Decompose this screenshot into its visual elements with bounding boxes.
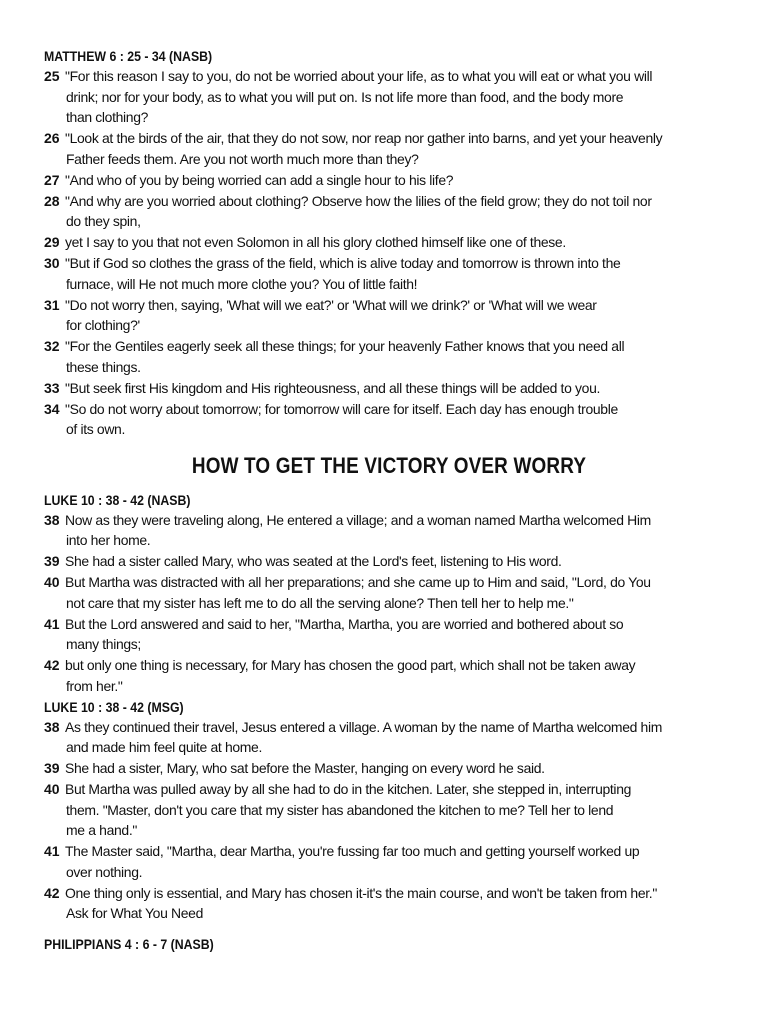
section-luke-10-nasb	[44, 490, 734, 697]
verse-text-line: "And who of you by being worried can add a single hour to his life?	[65, 171, 454, 188]
verse-text-line: As they continued their travel, Jesus entered a village. A woman by the name of Martha welcomed him	[65, 718, 663, 735]
verse-text-line: "Do not worry then, saying, 'What will we eat?' or 'What will we drink?' or 'What will we wear	[65, 296, 597, 313]
verse-number: 39	[44, 553, 60, 569]
verse-text-line: "But seek first His kingdom and His righteousness, and all these things will be added to you.	[65, 379, 601, 396]
verse-text-line: from her."	[65, 677, 123, 694]
verse	[44, 758, 734, 779]
verse-text-line: "But if God so clothes the grass of the field, which is alive today and tomorrow is thrown into the	[65, 255, 621, 271]
verse-number: 33	[44, 379, 60, 396]
verse-text-line: "And why are you worried about clothing? Observe how the lilies of the field grow; they do not toil nor	[65, 192, 652, 209]
verse	[44, 378, 734, 399]
verse-text-line: drink; nor for your body, as to what you will put on. Is not life more than food, and the body more	[65, 88, 624, 105]
section-philippians-4	[44, 934, 734, 954]
verse	[44, 572, 734, 613]
verse-text-line: do they spin,	[65, 213, 141, 229]
verse-number: 32	[44, 338, 60, 354]
verse-number: 40	[44, 781, 60, 797]
verse-text-line: many things;	[65, 636, 141, 652]
verse	[44, 841, 734, 882]
verse-text-line: furnace, will He not much more clothe you? You of little faith!	[65, 275, 418, 292]
section-matthew-6	[44, 46, 734, 440]
verse-number: 41	[44, 615, 60, 632]
verse-number: 41	[44, 843, 60, 859]
verse-text-line: She had a sister, Mary, who sat before the Master, hanging on every word he said.	[65, 760, 545, 776]
verse	[44, 779, 734, 841]
scripture-reference: LUKE 10 : 38 - 42 (MSG)	[44, 698, 184, 715]
scripture-reference: MATTHEW 6 : 25 - 34 (NASB)	[44, 48, 213, 64]
verse-text-line: Father feeds them. Are you not worth much more than they?	[65, 150, 419, 167]
verse-text-line: The Master said, "Martha, dear Martha, you're fussing far too much and getting yourself worked up	[65, 843, 640, 859]
verse	[44, 336, 734, 377]
verse	[44, 399, 734, 440]
verse-text-line: But Martha was distracted with all her preparations; and she came up to Him and said, "Lord, do You	[65, 574, 651, 590]
scripture-reference: LUKE 10 : 38 - 42 (NASB)	[44, 491, 191, 508]
verse	[44, 510, 734, 551]
verse-text-line: for clothing?'	[65, 317, 140, 333]
verse-text-line: She had a sister called Mary, who was seated at the Lord's feet, listening to His word.	[65, 553, 562, 569]
verse	[44, 66, 734, 128]
verse	[44, 170, 734, 191]
section-heading: HOW TO GET THE VICTORY OVER WORRY	[191, 452, 587, 478]
verse-number: 38	[44, 718, 60, 735]
verse-text-line: Now as they were traveling along, He entered a village; and a woman named Martha welcomed Him	[65, 511, 651, 528]
verse-text-line: "So do not worry about tomorrow; for tomorrow will care for itself. Each day has enough trouble	[65, 400, 618, 417]
verse-text-line: these things.	[65, 358, 141, 375]
verse-text-line: "For the Gentiles eagerly seek all these things; for your heavenly Father knows that you need all	[65, 338, 625, 354]
verse-text-line: over nothing.	[65, 863, 143, 880]
verse-text-line: But the Lord answered and said to her, "Martha, Martha, you are worried and bothered about so	[65, 615, 624, 632]
verse-text-line: of its own.	[65, 421, 126, 437]
verse-number: 39	[44, 760, 60, 776]
document-page	[44, 46, 734, 954]
verse-text-line: not care that my sister has left me to do all the serving alone? Then tell her to help me."	[65, 594, 574, 611]
verse-text-line: But Martha was pulled away by all she had to do in the kitchen. Later, she stepped in, interrupting	[65, 781, 632, 797]
verse-text-line: "For this reason I say to you, do not be worried about your life, as to what you will eat or what you will	[65, 68, 653, 84]
verse	[44, 614, 734, 655]
verse-text-line: Ask for What You Need	[65, 905, 203, 921]
verse	[44, 295, 734, 336]
verse	[44, 655, 734, 696]
verse-text-line: than clothing?	[65, 109, 149, 125]
verse	[44, 253, 734, 294]
verse-number: 42	[44, 884, 60, 901]
verse	[44, 883, 734, 924]
verse-number: 30	[44, 255, 60, 271]
verse	[44, 717, 734, 758]
verse-number: 29	[44, 234, 60, 250]
verse-number: 31	[44, 296, 60, 313]
verse-text-line: into her home.	[65, 532, 151, 548]
verse-number: 40	[44, 574, 60, 590]
verse-text-line: but only one thing is necessary, for Mary has chosen the good part, which shall not be taken away	[65, 657, 636, 673]
verse-text-line: "Look at the birds of the air, that they do not sow, nor reap nor gather into barns, and yet your heavenly	[65, 130, 663, 146]
verse-number: 25	[44, 68, 60, 84]
verse-text-line: One thing only is essential, and Mary has chosen it-it's the main course, and won't be taken from her."	[65, 884, 657, 901]
verse-text-line: me a hand."	[65, 822, 137, 838]
verse-number: 28	[44, 192, 60, 209]
verse-text-line: and made him feel quite at home.	[65, 739, 263, 755]
verse	[44, 551, 734, 572]
verse	[44, 232, 734, 253]
verse-number: 38	[44, 511, 60, 528]
section-luke-10-msg	[44, 697, 734, 924]
verse	[44, 128, 734, 169]
verse-number: 34	[44, 400, 60, 417]
verse-number: 42	[44, 657, 60, 673]
verse-number: 26	[44, 130, 60, 146]
verse-number: 27	[44, 171, 60, 188]
verse	[44, 191, 734, 232]
verse-text-line: them. "Master, don't you care that my sister has abandoned the kitchen to me? Tell her to lend	[65, 801, 614, 818]
verse-text-line: yet I say to you that not even Solomon in all his glory clothed himself like one of these.	[65, 234, 566, 250]
scripture-reference: PHILIPPIANS 4 : 6 - 7 (NASB)	[44, 935, 214, 952]
